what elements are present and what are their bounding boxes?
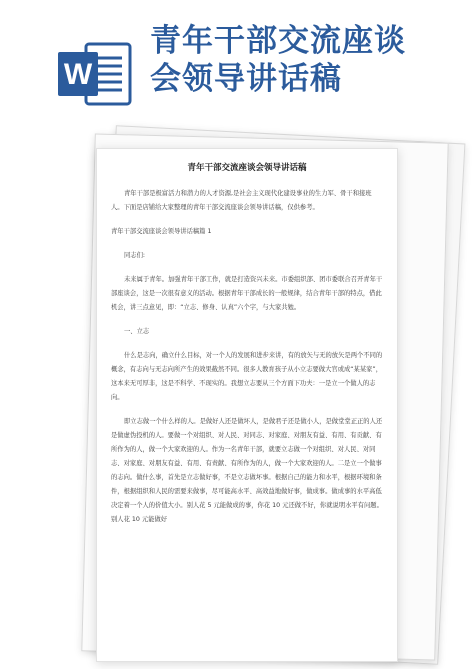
header bbox=[0, 0, 474, 118]
word-document-icon bbox=[56, 38, 136, 110]
title-line-1: 青年干部交流座谈 bbox=[150, 23, 406, 59]
section-heading: 青年干部交流座谈会领导讲话稿篇 1 bbox=[111, 228, 212, 235]
document-title: 青年干部交流座谈会领导讲话稿 bbox=[187, 163, 307, 173]
intro-paragraph: 青年干部是极富活力和潜力的人才资源,是社会主义现代化建设事业的生力军、骨干和接班人。下面是店铺给大家整理的青年干部交流座谈会领导讲话稿，仅供参考。 bbox=[111, 190, 372, 211]
document-page bbox=[96, 148, 398, 662]
page-title bbox=[150, 22, 470, 98]
opening-paragraph: 未来属于青年。加强青年干部工作，就是打造资兴未来。市委组织部、团市委联合召开青年干部座谈会，这是一次很有意义的活动。根据青年干部成长的一般规律，结合青年干部的特点，借此机会，讲三点意见，即：“立志、修身、认真”六个字，与大家共勉。 bbox=[111, 276, 383, 311]
title-line-2: 会领导讲话稿 bbox=[150, 61, 342, 97]
svg-text:W: W bbox=[63, 58, 93, 91]
body-paragraph-2: 即立志做一个什么样的人。是做好人还是做坏人，是做君子还是做小人，是做堂堂正正的人还是做虚伪投机的人。要做一个对组织、对人民、对同志、对家庭、对朋友有益、有用、有贡献、有所作为的人，做一个大家欢迎的人。作为一名青年干部，就要立志做一个对组织、对人民、对同志、对家庭、对朋友有益、有用、有责献、有所作为的人，做一个大家欢迎的人。二是立一个做事的志向。做什么事，首先是立志做好事，不是立志做坏事。根据自己的能力和水平，根据环境和条件，根据组织和人民的需要来做事，尽可能高水平、高效益地做好事，做成事。做成事的水平高低决定着一个人的价值大小。别人花 5 元能做成的事，你花 10 元还做不好，你就说明水平有问题。别人花 10 元能做好 bbox=[111, 418, 383, 523]
point-heading: 一、立志 bbox=[124, 328, 150, 335]
body-paragraph-1: 什么是志向，确立什么目标，对一个人的发展和进步来讲，有的放矢与无的放矢是两个不同的概念，有志向与无志向所产生的效果截然不同。很多人教育孩子从小立志要做大官或成“某某家”，这本来无可厚非，这是不科学、不现实的。我想立志要从三个方面下功夫：一是立一个做人的志向。 bbox=[111, 352, 383, 401]
greeting: 同志们: bbox=[124, 252, 146, 259]
document-body bbox=[111, 161, 383, 537]
